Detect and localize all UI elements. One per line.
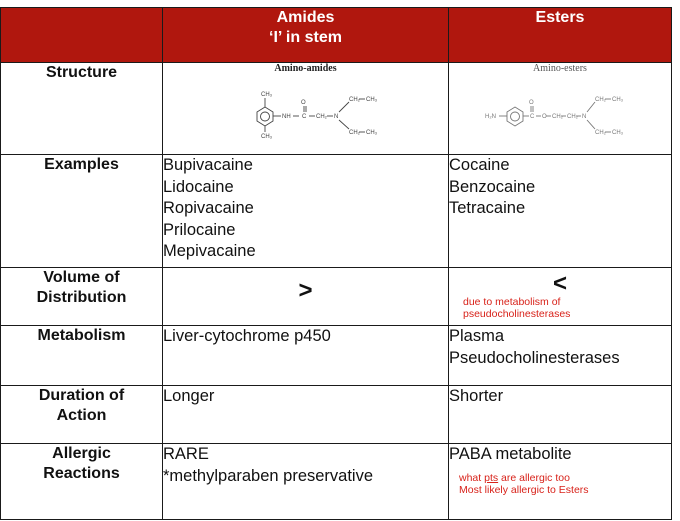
svg-text:CH₃: CH₃: [366, 130, 378, 136]
amide-structure-cell: [163, 63, 449, 155]
amide-example-item: Ropivacaine: [163, 199, 254, 217]
ester-volume-note-line1: due to metabolism of: [463, 296, 561, 308]
row-structure: [1, 63, 672, 155]
header-amides-title: Amides: [276, 9, 335, 26]
row-label-duration-line1: Duration of: [38, 387, 125, 404]
svg-text:O: O: [529, 100, 534, 106]
row-label-allergy-line2: Reactions: [43, 465, 120, 482]
amide-metabolism-text: Liver-cytochrome p450: [163, 327, 331, 345]
row-label-duration: [1, 386, 163, 444]
header-esters-title: Esters: [535, 9, 585, 26]
ester-metabolism-cell: [449, 326, 672, 386]
amide-volume-symbol: >: [298, 277, 313, 304]
amide-volume-cell: [163, 268, 449, 326]
ester-volume-symbol: <: [552, 270, 567, 297]
amide-allergy-line2: *methylparaben preservative: [163, 466, 374, 485]
ester-structure-title: Amino-esters: [533, 63, 587, 74]
ester-volume-note-line2: pseudocholinesterases: [463, 308, 571, 320]
amide-duration-cell: [163, 386, 449, 444]
ester-allergy-note-line2: Most likely allergic to Esters: [459, 483, 589, 496]
row-label-allergy: [1, 444, 163, 520]
amide-structure-title: Amino-amides: [274, 63, 337, 74]
ester-allergy-note-line1: [449, 466, 671, 484]
svg-text:CH₂: CH₂: [349, 97, 360, 103]
row-label-volume-line2: Distribution: [36, 289, 127, 306]
svg-text:CH₃: CH₃: [366, 97, 378, 103]
svg-text:CH₂: CH₂: [567, 114, 578, 120]
ester-duration-text: Shorter: [449, 387, 504, 405]
svg-text:N: N: [334, 114, 339, 120]
svg-text:CH₂: CH₂: [316, 114, 327, 120]
header-empty-cell: [1, 8, 163, 63]
row-examples: [1, 155, 672, 268]
ester-example-item: Benzocaine: [449, 177, 536, 196]
amide-example-item: Prilocaine: [163, 220, 236, 239]
svg-text:H₂N: H₂N: [485, 114, 496, 120]
svg-text:CH₂: CH₂: [595, 130, 606, 136]
ester-example-item: Cocaine: [449, 156, 510, 174]
ester-structure-cell: [449, 63, 672, 155]
comparison-table: [0, 7, 672, 520]
row-label-metabolism: Metabolism: [1, 326, 163, 386]
amide-structure-diagram: [163, 74, 447, 140]
ester-examples-cell: [449, 155, 672, 268]
row-metabolism: [1, 326, 672, 386]
ester-example-item: Tetracaine: [449, 199, 526, 217]
svg-text:O: O: [301, 100, 306, 106]
svg-text:CH₂: CH₂: [595, 97, 606, 103]
ester-metabolism-line1: Plasma: [449, 327, 505, 345]
amide-example-item: Mepivacaine: [163, 242, 256, 260]
row-label-volume-line1: Volume of: [43, 269, 120, 286]
amide-allergy-line1: RARE: [163, 445, 209, 463]
note-text-a: what: [459, 471, 485, 484]
ester-allergy-cell: [449, 444, 672, 520]
svg-text:CH₃: CH₃: [612, 130, 624, 136]
amide-examples-cell: [163, 155, 449, 268]
header-amides: [163, 8, 449, 63]
amide-metabolism-cell: [163, 326, 449, 386]
header-row: [1, 8, 672, 63]
row-label-examples: Examples: [1, 155, 163, 268]
svg-text:NH: NH: [282, 114, 291, 120]
ester-metabolism-line2: Pseudocholinesterases: [449, 348, 620, 367]
svg-text:CH₃: CH₃: [261, 134, 273, 140]
header-amides-subtitle: ‘I’ in stem: [269, 29, 342, 46]
note-text-c: are allergic too: [498, 471, 570, 484]
svg-text:O: O: [542, 114, 547, 120]
amide-duration-text: Longer: [163, 387, 215, 405]
svg-text:C: C: [530, 114, 535, 120]
header-esters: [449, 8, 672, 63]
row-label-structure: Structure: [1, 63, 163, 155]
row-allergy: [1, 444, 672, 520]
row-duration: [1, 386, 672, 444]
note-text-pts: pts: [484, 471, 499, 484]
ester-volume-cell: [449, 268, 672, 326]
amide-allergy-cell: [163, 444, 449, 520]
amide-example-item: Lidocaine: [163, 177, 234, 196]
svg-text:CH₃: CH₃: [261, 92, 273, 98]
ester-duration-cell: [449, 386, 672, 444]
svg-text:CH₃: CH₃: [612, 97, 624, 103]
row-label-duration-line2: Action: [56, 407, 107, 424]
ester-allergy-text: PABA metabolite: [449, 445, 572, 463]
svg-text:C: C: [302, 114, 307, 120]
row-label-volume: [1, 268, 163, 326]
row-label-allergy-line1: Allergic: [52, 445, 111, 462]
svg-text:CH₂: CH₂: [349, 130, 360, 136]
svg-text:CH₂: CH₂: [552, 114, 563, 120]
svg-text:N: N: [582, 114, 587, 120]
ester-structure-diagram: [449, 74, 670, 140]
amide-example-item: Bupivacaine: [163, 156, 253, 174]
row-volume: [1, 268, 672, 326]
